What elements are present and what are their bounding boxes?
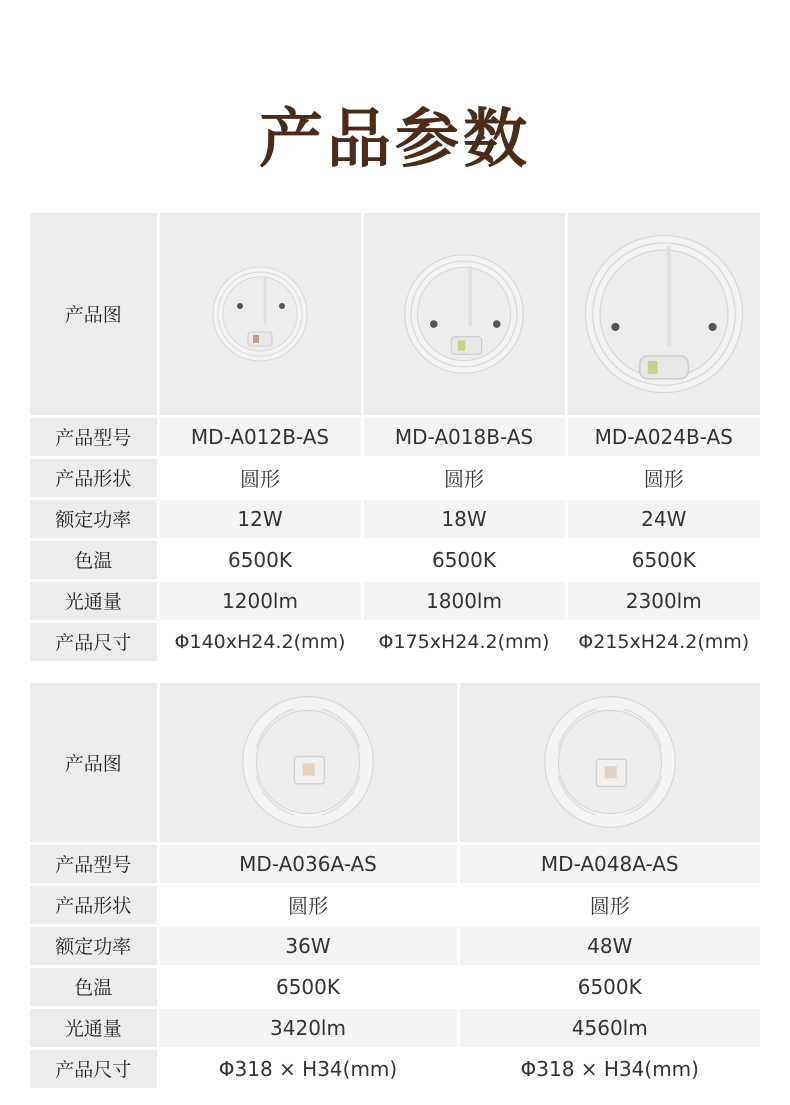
led-ring-module-icon [583,233,745,395]
table-row [30,884,760,925]
led-ring-module-icon [401,251,527,377]
row-label: 光通量 [30,580,158,621]
shape-value: 圆形 [362,457,566,498]
lumens-value: 3420lm [158,1007,458,1048]
power-value: 18W [362,498,566,539]
lumens-value: 1200lm [158,580,362,621]
row-label: 产品图 [30,683,158,843]
table-row [30,683,760,843]
color-temp-value: 6500K [362,539,566,580]
row-label: 产品尺寸 [30,1048,158,1089]
row-label: 产品型号 [30,843,158,884]
color-temp-value: 6500K [158,539,362,580]
product-image-cell [158,213,362,416]
row-label: 色温 [30,539,158,580]
size-value: Φ318 × H34(mm) [458,1048,760,1089]
model-value: MD-A018B-AS [362,416,566,457]
shape-value: 圆形 [458,884,760,925]
table-row [30,539,760,580]
size-value: Φ140xH24.2(mm) [158,621,362,662]
lumens-value: 2300lm [566,580,760,621]
model-value: MD-A012B-AS [158,416,362,457]
power-value: 36W [158,925,458,966]
table-row [30,580,760,621]
model-value: MD-A024B-AS [566,416,760,457]
model-value: MD-A036A-AS [158,843,458,884]
spec-table-2 [30,683,760,1091]
led-ring-module-icon [210,264,310,364]
color-temp-value: 6500K [566,539,760,580]
table-row [30,213,760,416]
row-label: 色温 [30,966,158,1007]
row-label: 额定功率 [30,498,158,539]
size-value: Φ175xH24.2(mm) [362,621,566,662]
row-label: 产品图 [30,213,158,416]
row-label: 产品尺寸 [30,621,158,662]
table-row [30,1007,760,1048]
shape-value: 圆形 [566,457,760,498]
row-label: 光通量 [30,1007,158,1048]
table-row [30,843,760,884]
power-value: 24W [566,498,760,539]
product-image-cell [158,683,458,843]
size-value: Φ215xH24.2(mm) [566,621,760,662]
color-temp-value: 6500K [158,966,458,1007]
table-row [30,498,760,539]
table-row [30,925,760,966]
power-value: 12W [158,498,362,539]
table-row [30,621,760,662]
color-temp-value: 6500K [458,966,760,1007]
lumens-value: 4560lm [458,1007,760,1048]
spec-table-1 [30,213,760,664]
row-label: 产品形状 [30,884,158,925]
led-ring-module-icon [542,694,678,830]
power-value: 48W [458,925,760,966]
row-label: 额定功率 [30,925,158,966]
table-row [30,457,760,498]
page-title: 产品参数 [259,103,531,177]
model-value: MD-A048A-AS [458,843,760,884]
row-label: 产品型号 [30,416,158,457]
table-row [30,1048,760,1089]
product-image-cell [566,213,760,416]
product-image-cell [362,213,566,416]
lumens-value: 1800lm [362,580,566,621]
product-image-cell [458,683,760,843]
table-row [30,416,760,457]
row-label: 产品形状 [30,457,158,498]
size-value: Φ318 × H34(mm) [158,1048,458,1089]
shape-value: 圆形 [158,457,362,498]
led-ring-module-icon [240,694,376,830]
table-row [30,966,760,1007]
shape-value: 圆形 [158,884,458,925]
